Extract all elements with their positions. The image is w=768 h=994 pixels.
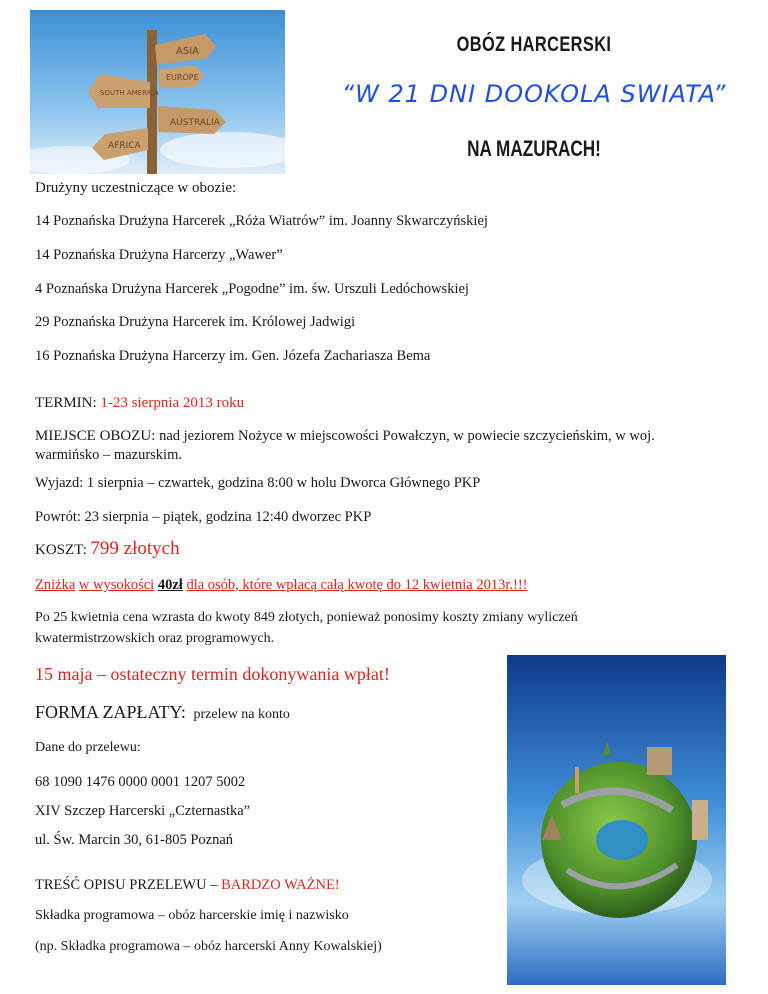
deadline-text: 15 maja – ostateczny termin dokonywania wpłat [35, 664, 384, 684]
sign-label-africa: AFRICA [108, 141, 141, 151]
team-item: 29 Poznańska Drużyna Harcerek im. Królowej Jadwigi [35, 314, 356, 330]
deadline-mark: ! [383, 664, 390, 684]
wyjazd-value: 1 sierpnia – czwartek, godzina 8:00 w holu Dworca Głównego PKP [86, 475, 481, 491]
miejsce-label: MIEJSCE OBOZU: [35, 428, 156, 444]
team-item: 14 Poznańska Drużyna Harcerek „Róża Wiatrów” im. Joanny Skwarczyńskiej [35, 213, 488, 229]
znizka-text2: dla osób, które wpłacą całą kwotę do 12 kwietnia 2013r.!!! [186, 577, 528, 593]
znizka-word: Zniżka [35, 577, 76, 593]
wyjazd-label: Wyjazd: [35, 475, 84, 491]
opis-line-1: Składka programowa – obóz harcerskie imię i nazwisko [35, 908, 349, 923]
title-line-1: OBÓZ HARCERSKI [456, 33, 612, 56]
payment-account: 68 1090 1476 0000 0001 1207 5002 [35, 774, 246, 790]
title-line-2: “W 21 DNI DOOKOLA SWIATA” [341, 80, 727, 108]
team-item: 4 Poznańska Drużyna Harcerek „Pogodne” im. św. Urszuli Ledóchowskiej [35, 281, 469, 297]
payment-label: FORMA ZAPŁATY: [35, 702, 186, 722]
payment-name: XIV Szczep Harcerski „Czternastka” [35, 803, 251, 819]
miejsce-row [35, 426, 735, 446]
termin-row [35, 393, 244, 413]
powrot-label: Powrót: [35, 509, 81, 525]
znizka-text1: w wysokości [78, 577, 155, 593]
payment-row [35, 702, 290, 725]
team-item: 16 Poznańska Drużyna Harcerzy im. Gen. Józefa Zachariasza Bema [35, 348, 431, 364]
payment-value: przelew na konto [193, 707, 290, 722]
znizka-row [35, 575, 528, 595]
opis-line-2: (np. Składka programowa – obóz harcerski Anny Kowalskiej) [35, 939, 382, 954]
sign-label-asia: ASIA [176, 46, 199, 57]
znizka-amount: 40zł [157, 577, 183, 593]
sign-label-south-america: SOUTH AMERICA [100, 89, 159, 97]
koszt-row [35, 539, 180, 560]
sign-label-europe: EUROPE [166, 73, 199, 82]
globe-image [507, 655, 726, 985]
powrot-row [35, 507, 371, 527]
miejsce-value-line2: warmińsko – mazurskim. [35, 447, 182, 463]
miejsce-value-line1: nad jeziorem Nożyce w miejscowości Powałczyn, w powiecie szczycieńskim, w woj. [159, 428, 655, 444]
termin-value: 1-23 sierpnia 2013 roku [100, 395, 245, 411]
teams-intro: Drużyny uczestniczące w obozie: [35, 180, 237, 196]
sign-label-australia: AUSTRALIA [170, 118, 220, 128]
note-line-1: Po 25 kwietnia cena wzrasta do kwoty 849 złotych, ponieważ ponosimy koszty zmiany wyliczeń [35, 610, 578, 625]
payment-address: ul. Św. Marcin 30, 61-805 Poznań [35, 832, 234, 848]
deadline-row [35, 664, 390, 684]
payment-details-label: Dane do przelewu: [35, 740, 141, 755]
powrot-value: 23 sierpnia – piątek, godzina 12:40 dworzec PKP [84, 509, 372, 525]
opis-label: TREŚĆ OPISU PRZELEWU – [35, 877, 218, 893]
koszt-label: KOSZT: [35, 542, 87, 558]
opis-important: BARDZO WAŻNE! [221, 877, 340, 893]
signpost-image [30, 10, 285, 174]
title-line-3: NA MAZURACH! [467, 136, 601, 161]
opis-row [35, 875, 340, 895]
team-item: 14 Poznańska Drużyna Harcerzy „Wawer” [35, 247, 283, 263]
termin-label: TERMIN: [35, 395, 97, 411]
koszt-value: 799 złotych [90, 538, 180, 559]
note-line-2: kwatermistrzowskich oraz programowych. [35, 631, 275, 646]
wyjazd-row [35, 473, 480, 493]
